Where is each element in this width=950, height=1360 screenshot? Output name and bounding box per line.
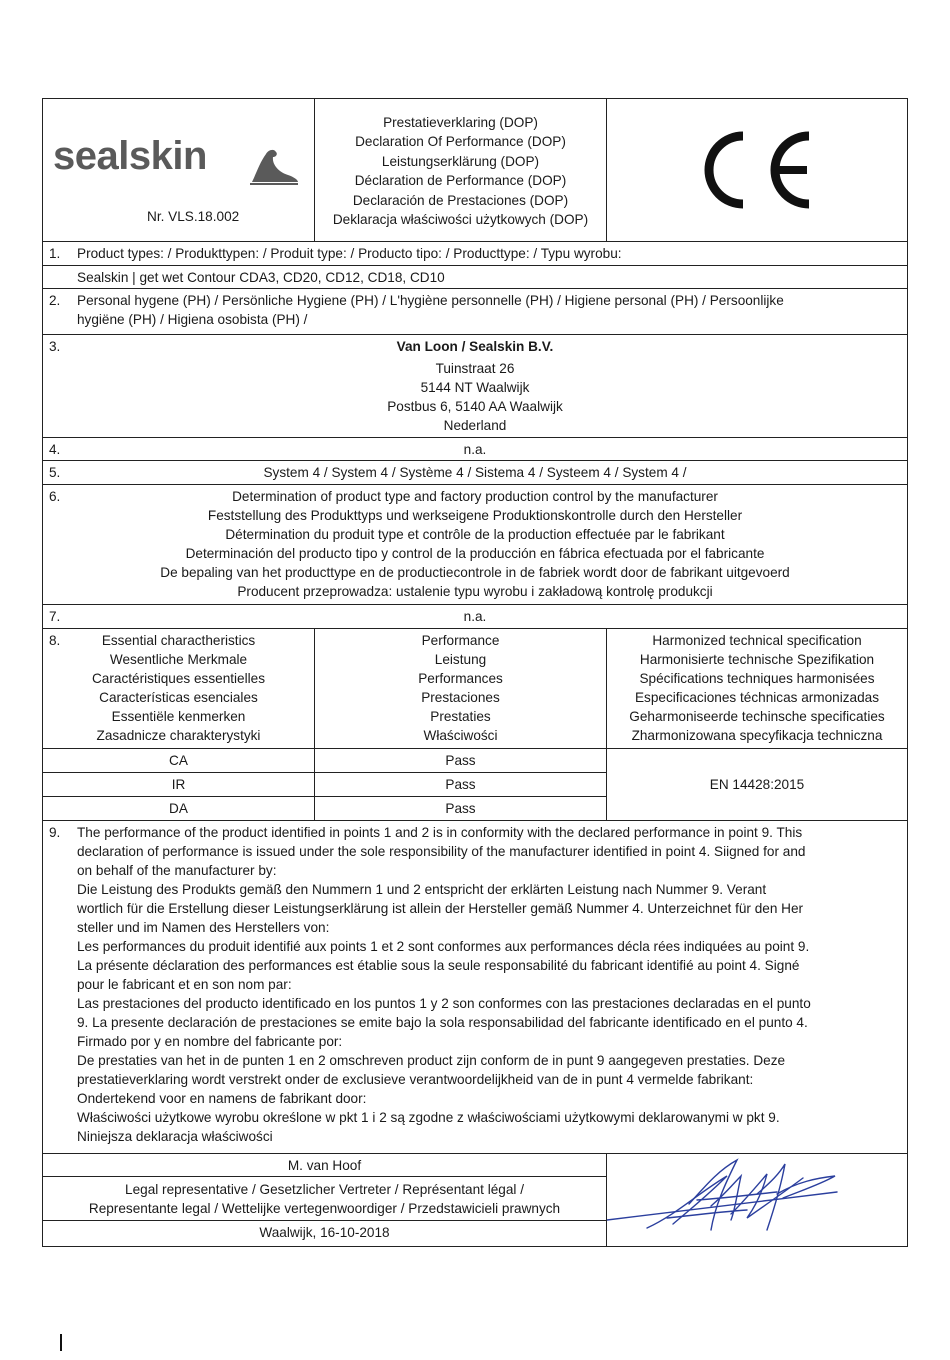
- section-3: [43, 335, 907, 438]
- performance-column: [315, 749, 607, 820]
- header-line: Właściwości: [423, 728, 498, 743]
- determination-line: Feststellung des Produkttyps und werkseigene Produktionskontrolle durch den Hersteller: [207, 508, 743, 523]
- characteristics-column: [43, 749, 315, 820]
- dop-title: Deklaracja właściwości użytkowych (DOP): [332, 212, 589, 228]
- seal-logo-icon: [248, 144, 300, 186]
- address-line: Nederland: [443, 418, 507, 433]
- statement-line: Ondertekend voor en namens de fabrikant door:: [77, 1091, 367, 1106]
- section-1-label: [43, 242, 907, 266]
- header-line: Características esenciales: [99, 690, 258, 705]
- header-line: Wesentliche Merkmale: [109, 652, 248, 667]
- header-line: Performance: [421, 633, 500, 648]
- header-line: Spécifications techniques harmonisées: [639, 671, 875, 686]
- text-cursor: [60, 1334, 62, 1351]
- dop-title: Leistungserklärung (DOP): [381, 153, 540, 169]
- product-types-label: Product types: / Produkttypen: / Produit type: / Producto tipo: / Producttype: / Typu wyrobu:: [77, 246, 622, 261]
- essential-characteristics-header: [43, 629, 315, 748]
- manufacturer-name: Van Loon / Sealskin B.V.: [396, 339, 554, 354]
- statement-line: Firmado por y en nombre del fabricante por:: [77, 1034, 343, 1049]
- section-number: 6.: [49, 489, 61, 504]
- statement-line: 9. La presente declaración de prestaciones se emite bajo la sola responsabilidad del fabricante identificado en el punto 4.: [77, 1015, 808, 1030]
- section-number: 8.: [49, 633, 61, 648]
- table-cell: Pass: [315, 773, 606, 797]
- statement-line: Les performances du produit identifié aux points 1 et 2 sont conformes aux performances décla rées indiquées au point 9.: [77, 939, 810, 954]
- table-cell: IR: [43, 773, 314, 797]
- statement-line: prestatieverklaring wordt verstrekt onder de exclusieve verantwoordelijkheid van de in punt 4 vermelde fabrikant:: [77, 1072, 754, 1087]
- section-number: 5.: [49, 465, 61, 480]
- place-and-date: Waalwijk, 16-10-2018: [259, 1225, 390, 1240]
- signatory-role: [43, 1177, 606, 1221]
- table-cell: CA: [43, 749, 314, 773]
- header-line: Prestaciones: [421, 690, 500, 705]
- section-8-rows: [43, 749, 907, 821]
- section-4: [43, 438, 907, 461]
- document-number: Nr. VLS.18.002: [147, 209, 240, 224]
- header-line: Harmonisierte technische Spezifikation: [639, 652, 875, 667]
- section-1-value: [43, 266, 907, 289]
- statement-line: Właściwości użytkowe wyrobu określone w pkt 1 i 2 są zgodne z właściwościami użytkowymi deklarowanymi w pkt 9.: [77, 1110, 780, 1125]
- statement-line: pour le fabricant et en son nom par:: [77, 977, 292, 992]
- logo-cell: [43, 99, 315, 241]
- intended-use: [43, 289, 907, 331]
- dop-title: Prestatieverklaring (DOP): [383, 115, 538, 130]
- determination-line: Détermination du produit type et contrôle de la production effectuée par le fabrikant: [225, 527, 725, 542]
- dop-title-cell: [315, 99, 607, 241]
- intended-use-line: hygiëne (PH) / Higiena osobista (PH) /: [77, 312, 308, 327]
- determination-line: Producent przeprowadza: ustalenie typu wyrobu i zakładową kontrolę produkcji: [237, 584, 713, 599]
- header-line: Caractéristiques essentielles: [91, 671, 266, 686]
- determination-line: Determinación del producto tipo y control de la producción en fábrica efectuada por el fabricante: [185, 546, 765, 561]
- authorised-rep-value: n.a.: [463, 442, 487, 457]
- header-line: Especificaciones téchnicas armonizadas: [634, 690, 880, 705]
- statement-line: Die Leistung des Produkts gemäß den Nummern 1 und 2 entspricht der erklärten Leistung nach Nummer 9. Verant: [77, 882, 767, 897]
- section-number: 7.: [49, 609, 61, 624]
- product-types-value: Sealskin | get wet Contour CDA3, CD20, CD12, CD18, CD10: [77, 270, 445, 285]
- dop-title: Déclaration de Performance (DOP): [354, 173, 567, 189]
- signature-cell: [607, 1154, 907, 1246]
- statement-line: declaration of performance is issued under the sole responsibility of the manufacturer identified in point 4. Siigned for and: [77, 844, 806, 859]
- table-cell: DA: [169, 801, 188, 816]
- statement-line: Las prestaciones del producto identificado en los puntos 1 y 2 son conformes con las prestaciones declaradas en el punto: [77, 996, 811, 1011]
- brand-logo: sealskin: [53, 134, 207, 178]
- statement-line: Niniejsza deklaracja właściwości: [77, 1129, 273, 1144]
- notified-body-value: n.a.: [463, 609, 487, 624]
- header-line: Essentiële kenmerken: [111, 709, 246, 724]
- section-number: 3.: [49, 339, 61, 354]
- statement-line: steller und im Namen des Herstellers von:: [77, 920, 330, 935]
- harmonized-spec-header: [607, 629, 907, 748]
- header-line: Prestaties: [430, 709, 491, 724]
- statement-line: The performance of the product identified in points 1 and 2 is in conformity with the declared performance in point 9. This: [77, 825, 803, 840]
- declaration-of-performance: [42, 98, 908, 1247]
- header-line: Performances: [418, 671, 503, 686]
- ce-mark-cell: [607, 99, 907, 241]
- header-line: Geharmoniseerde techinsche specificaties: [629, 709, 885, 724]
- signatory-block: [43, 1154, 607, 1246]
- section-8-header: [43, 629, 907, 749]
- determination-block: [43, 485, 907, 601]
- statement-line: De prestaties van het in de punten 1 en 2 omschreven product zijn conform de in punt 9 aangegeven prestaties. Deze: [77, 1053, 786, 1068]
- section-2: [43, 289, 907, 335]
- statement-line: on behalf of the manufacturer by:: [77, 863, 277, 878]
- standard-value: EN 14428:2015: [709, 777, 805, 792]
- role-line: Representante legal / Wettelijke vertegenwoordiger / Przedstawicieli prawnych: [88, 1201, 561, 1216]
- section-7: [43, 605, 907, 629]
- signature-row: [43, 1154, 907, 1246]
- dop-title: Declaration Of Performance (DOP): [355, 134, 566, 150]
- avcp-system: System 4 / System 4 / Système 4 / Sistema 4 / Systeem 4 / System 4 /: [263, 465, 687, 480]
- role-line: Legal representative / Gesetzlicher Vertreter / Représentant légal /: [125, 1182, 524, 1197]
- section-9: [43, 821, 907, 1154]
- section-5: [43, 461, 907, 485]
- header-line: Essential charactheristics: [101, 633, 256, 648]
- standard-column: [607, 749, 907, 820]
- section-6: [43, 485, 907, 605]
- address-line: Postbus 6, 5140 AA Waalwijk: [387, 399, 563, 414]
- header-line: Zharmonizowana specyfikacja techniczna: [631, 728, 883, 743]
- determination-line: De bepaling van het producttype en de productiecontrole in de fabriek wordt door de fabrikant uitgevoerd: [160, 565, 790, 580]
- header-line: Leistung: [434, 652, 487, 667]
- statement-line: La présente déclaration des performances est établie sous la seule responsabilité du fabricant identifié au point 4. Signé: [77, 958, 800, 973]
- section-number: 4.: [49, 442, 61, 457]
- address-line: 5144 NT Waalwijk: [420, 380, 530, 395]
- performance-header: [315, 629, 607, 748]
- manufacturer-block: [43, 335, 907, 435]
- intended-use-line: Personal hygene (PH) / Persönliche Hygiene (PH) / L'hygiène personnelle (PH) / Higiene personal (PH) / Persoonlijke: [77, 293, 784, 308]
- dop-title: Declaración de Prestaciones (DOP): [352, 192, 569, 208]
- section-number: 9.: [49, 825, 61, 840]
- address-line: Tuinstraat 26: [435, 361, 515, 376]
- ce-mark-icon: [697, 128, 817, 212]
- conformity-statement: [43, 821, 907, 1148]
- header-line: Zasadnicze charakterystyki: [96, 728, 261, 743]
- signatory-name: M. van Hoof: [43, 1154, 606, 1177]
- header-row: [43, 99, 907, 242]
- section-number: 2.: [49, 293, 61, 308]
- statement-line: wortlich für die Erstellung dieser Leistungserklärung ist allein der Hersteller gemäß Nummer 4. Unterzeichnet für den Her: [77, 901, 804, 916]
- section-number: 1.: [49, 246, 61, 261]
- table-cell: Pass: [445, 801, 476, 816]
- handwritten-signature: [607, 1154, 907, 1246]
- determination-line: Determination of product type and factory production control by the manufacturer: [232, 489, 718, 504]
- header-line: Harmonized technical specification: [652, 633, 862, 648]
- table-cell: Pass: [315, 749, 606, 773]
